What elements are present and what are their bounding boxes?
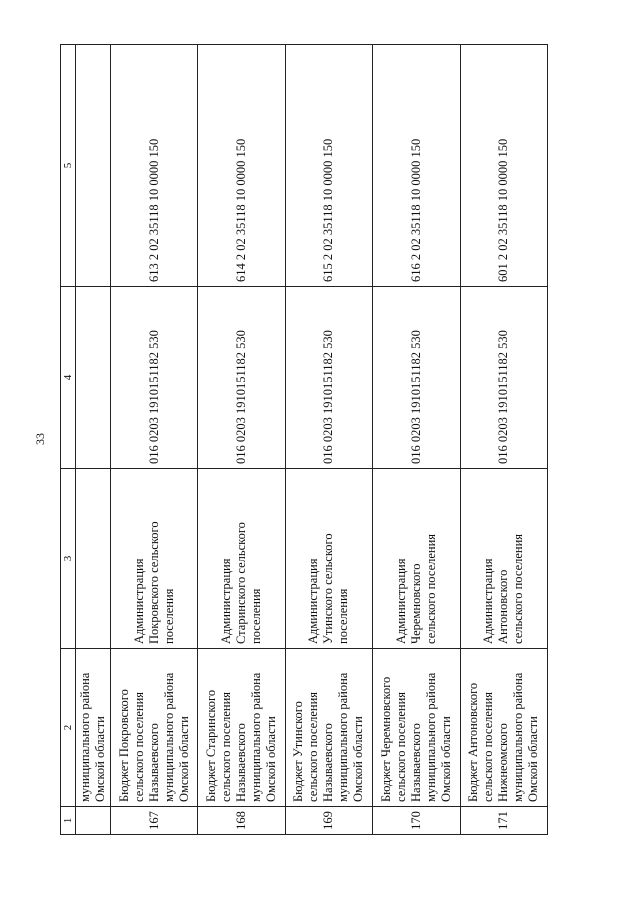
row-admin: Администрация Антоновского сельского поселения (460, 469, 547, 649)
budget-table (60, 44, 548, 835)
header-col-1: 1 (61, 807, 76, 835)
row-code5: 616 2 02 35118 10 0000 150 (373, 45, 460, 287)
table-row (285, 45, 372, 835)
table-row (198, 45, 285, 835)
row-code4: 016 0203 1910151182 530 (460, 287, 547, 469)
row-code4: 016 0203 1910151182 530 (198, 287, 285, 469)
row-number: 170 (373, 807, 460, 835)
row-number: 168 (198, 807, 285, 835)
header-col-4: 4 (61, 287, 76, 469)
row-budget: Бюджет Антоновского сельского поселения Нижнеомского муниципального района Омской области (460, 649, 547, 807)
row-admin: Администрация Утинского сельского поселения (285, 469, 372, 649)
continuation-num (76, 807, 111, 835)
row-code5: 615 2 02 35118 10 0000 150 (285, 45, 372, 287)
row-number: 167 (111, 807, 198, 835)
row-code4: 016 0203 1910151182 530 (111, 287, 198, 469)
table-row (111, 45, 198, 835)
header-row (61, 45, 76, 835)
continuation-admin (76, 469, 111, 649)
row-budget: Бюджет Утинского сельского поселения Называевского муниципального района Омской области (285, 649, 372, 807)
row-budget: Бюджет Старинского сельского поселения Называевского муниципального района Омской области (198, 649, 285, 807)
row-admin: Администрация Черемновского сельского поселения (373, 469, 460, 649)
budget-table-container (60, 45, 548, 835)
continuation-budget: муниципального района Омской области (76, 649, 111, 807)
row-code5: 614 2 02 35118 10 0000 150 (198, 45, 285, 287)
row-budget: Бюджет Черемновского сельского поселения Называевского муниципального района Омской области (373, 649, 460, 807)
row-code5: 601 2 02 35118 10 0000 150 (460, 45, 547, 287)
row-budget: Бюджет Покровского сельского поселения Называевского муниципального района Омской области (111, 649, 198, 807)
row-admin: Администрация Покровского сельского поселения (111, 469, 198, 649)
row-code4: 016 0203 1910151182 530 (285, 287, 372, 469)
header-col-3: 3 (61, 469, 76, 649)
row-code4: 016 0203 1910151182 530 (373, 287, 460, 469)
header-col-2: 2 (61, 649, 76, 807)
row-number: 171 (460, 807, 547, 835)
row-admin: Администрация Старинского сельского поселения (198, 469, 285, 649)
table-row (373, 45, 460, 835)
page-number: 33 (33, 433, 47, 445)
table-row (460, 45, 547, 835)
row-code5: 613 2 02 35118 10 0000 150 (111, 45, 198, 287)
continuation-code4 (76, 287, 111, 469)
row-number: 169 (285, 807, 372, 835)
header-col-5: 5 (61, 45, 76, 287)
continuation-row (76, 45, 111, 835)
continuation-code5 (76, 45, 111, 287)
